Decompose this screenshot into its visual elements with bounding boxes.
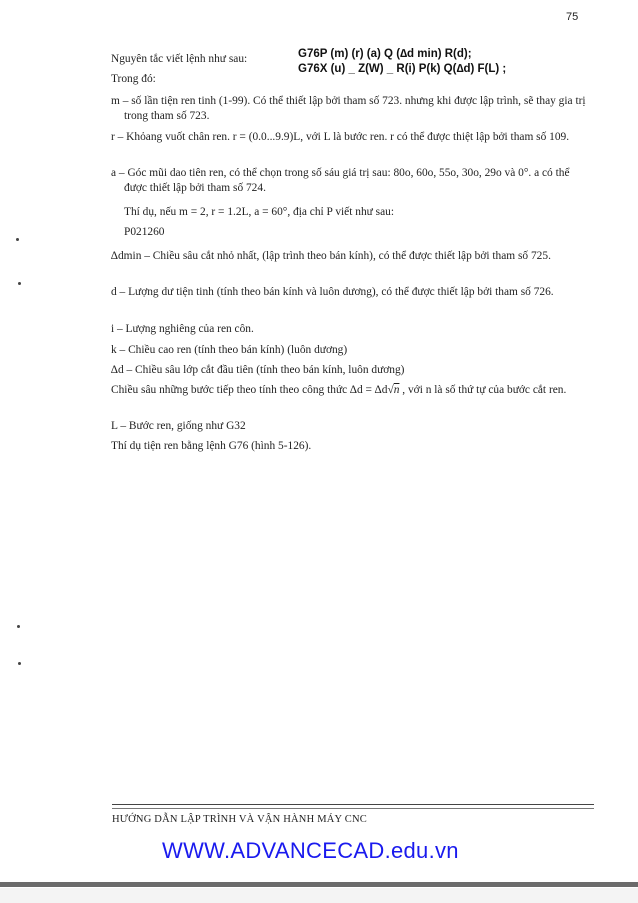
depth-formula-var: n: [393, 384, 400, 396]
scan-mark: [18, 662, 21, 665]
param-r: r – Khỏang vuốt chân ren. r = (0.0...9.9)L, với L là bước ren. r có thể được thiệt lập bởi tham số 109.: [111, 131, 570, 143]
example-reference: Thí dụ tiện ren bằng lệnh G76 (hình 5-126).: [111, 440, 312, 452]
param-i: i – Lượng nghiêng của ren côn.: [111, 323, 254, 335]
param-m: m – số lần tiện ren tinh (1-99). Có thể thiết lập bởi tham số 723. nhưng khi được lập trình, sẽ thay gia trị trong tham số 723.: [111, 95, 586, 122]
command-line-2: G76X (u) _ Z(W) _ R(i) P(k) Q(∆d) F(L) ;: [298, 63, 507, 75]
footer-title: HƯỚNG DẪN LẬP TRÌNH VÀ VẬN HÀNH MÁY CNC: [112, 814, 367, 825]
bottom-scan-strip: [0, 888, 638, 903]
example-value: P021260: [124, 226, 165, 238]
page-number: 75: [566, 11, 579, 23]
param-dmin: ∆dmin – Chiều sâu cắt nhỏ nhất, (lập trình theo bán kính), có thể được thiết lập bởi tham số 725.: [111, 250, 551, 262]
param-delta-d: ∆d – Chiều sâu lớp cắt đầu tiên (tính theo bán kính, luôn dương): [111, 364, 405, 376]
scan-mark: [18, 282, 21, 285]
scan-mark: [16, 238, 19, 241]
param-a-block: [111, 166, 586, 196]
intro-where: Trong đó:: [111, 73, 156, 85]
param-a: a – Góc mũi dao tiên ren, có thể chọn trong số sáu giá trị sau: 80o, 60o, 55o, 30o, 29o và 0°. a có thể được thiết lập bởi tham số 724.: [111, 167, 570, 194]
bottom-scan-bar: [0, 882, 638, 887]
depth-formula-prefix: Chiều sâu những bước tiếp theo tính theo công thức ∆d = ∆d√: [111, 384, 394, 396]
footer-divider-thin: [112, 808, 594, 809]
intro-label: Nguyên tắc viết lệnh như sau:: [111, 53, 248, 65]
param-d: d – Lượng dư tiện tinh (tính theo bán kính và luôn dương), có thể được thiết lập bởi tham số 726.: [111, 286, 554, 298]
footer-divider: [112, 804, 594, 805]
example-text: Thí dụ, nếu m = 2, r = 1.2L, a = 60°, địa chỉ P viết như sau:: [124, 206, 395, 218]
param-L: L – Bước ren, giống như G32: [111, 420, 246, 432]
website-link[interactable]: WWW.ADVANCECAD.edu.vn: [162, 838, 459, 863]
param-d-block: [111, 285, 586, 300]
depth-formula: [111, 383, 586, 398]
param-dmin-block: [111, 249, 586, 264]
scan-mark: [17, 625, 20, 628]
depth-formula-suffix: , với n là số thứ tự của bước cắt ren.: [399, 384, 567, 396]
param-k: k – Chiều cao ren (tính theo bán kính) (luôn dương): [111, 344, 348, 356]
param-r-block: [111, 130, 586, 145]
param-m-block: [111, 94, 586, 124]
command-line-1: G76P (m) (r) (a) Q (∆d min) R(d);: [298, 48, 472, 60]
